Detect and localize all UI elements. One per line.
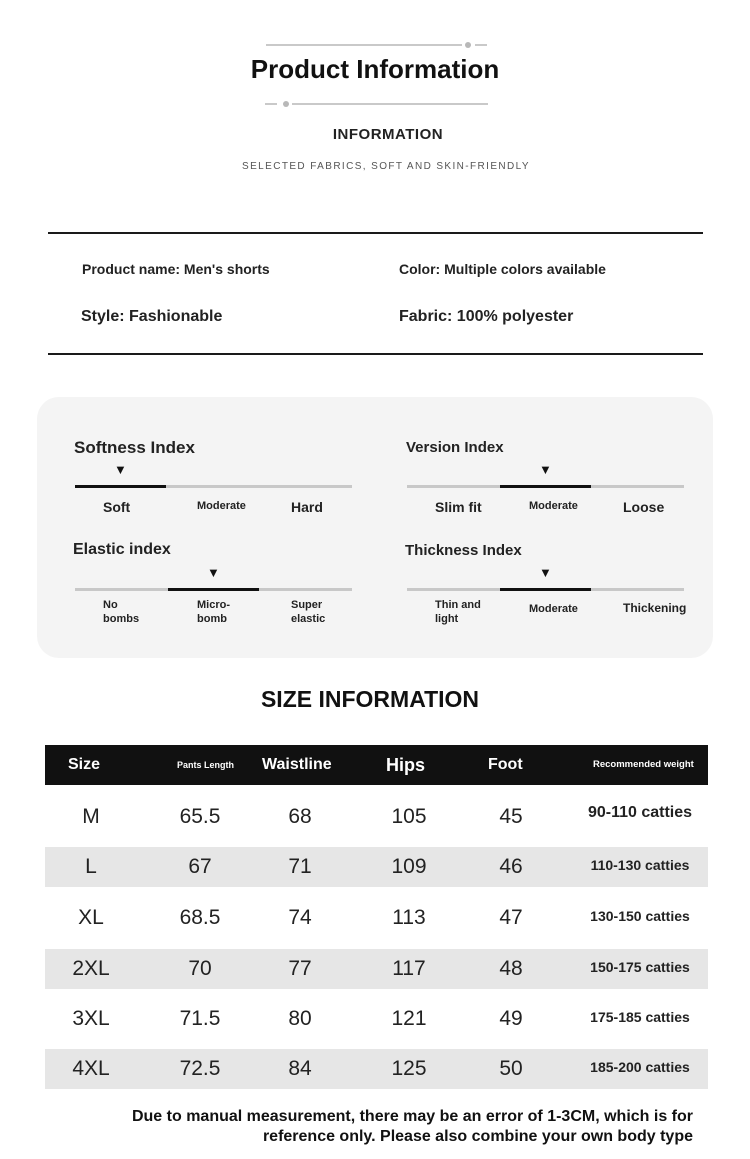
measurement-note-line-2: reference only. Please also combine your own body type <box>262 1127 693 1145</box>
cell-hips: 105 <box>391 805 427 828</box>
cell-recommended-weight: 90-110 catties <box>587 804 693 821</box>
cell-foot: 49 <box>499 1007 523 1030</box>
cell-waistline: 80 <box>288 1007 312 1030</box>
cell-waistline: 68 <box>288 805 312 828</box>
table-row <box>45 797 708 837</box>
version-index-title: Version Index <box>406 439 504 456</box>
header-foot: Foot <box>488 756 523 773</box>
cell-recommended-weight: 130-150 catties <box>590 908 690 924</box>
size-info-title: SIZE INFORMATION <box>260 686 480 712</box>
cell-pants-length: 65.5 <box>179 805 221 828</box>
cell-pants-length: 68.5 <box>179 906 221 929</box>
header-size: Size <box>68 756 101 773</box>
measurement-note-line-1: Due to manual measurement, there may be an error of 1-3CM, which is for <box>131 1108 693 1125</box>
table-row <box>45 847 708 887</box>
softness-label-hard: Hard <box>291 499 323 515</box>
header-top-line <box>266 44 462 46</box>
cell-recommended-weight: 175-185 catties <box>590 1009 690 1025</box>
measurement-note <box>132 1107 693 1146</box>
cell-hips: 121 <box>391 1007 427 1030</box>
cell-size: M <box>82 805 100 828</box>
info-bottom-rule <box>48 353 703 355</box>
cell-size: 4XL <box>72 1057 110 1080</box>
header-bottom-line <box>292 103 488 105</box>
version-label-moderate: Moderate <box>529 500 578 512</box>
thickness-label-moderate: Moderate <box>529 603 578 615</box>
cell-pants-length: 70 <box>188 957 212 980</box>
version-label-slim-fit: Slim fit <box>435 499 482 515</box>
softness-index-title: Softness Index <box>74 438 195 457</box>
cell-size: 3XL <box>72 1007 110 1030</box>
page-title: Product Information <box>250 54 500 84</box>
product-name: Product name: Men's shorts <box>82 261 270 277</box>
product-fabric: Fabric: 100% polyester <box>399 308 574 325</box>
header-pants-length: Pants Length <box>177 760 235 770</box>
version-label-loose: Loose <box>623 499 665 515</box>
size-table-header <box>45 745 708 785</box>
elastic-label-no-bombs: No bombs <box>103 599 140 626</box>
table-row <box>45 1049 708 1089</box>
thickness-index-title: Thickness Index <box>405 542 522 559</box>
cell-waistline: 84 <box>288 1057 312 1080</box>
elastic-marker-icon: ▼ <box>207 565 220 580</box>
cell-foot: 45 <box>499 805 523 828</box>
cell-waistline: 74 <box>288 906 312 929</box>
cell-hips: 125 <box>391 1057 427 1080</box>
cell-size: XL <box>78 906 104 929</box>
cell-foot: 48 <box>499 957 523 980</box>
cell-pants-length: 71.5 <box>179 1007 221 1030</box>
header-bottom-line-start <box>265 103 277 105</box>
cell-hips: 117 <box>392 957 426 980</box>
cell-foot: 46 <box>499 855 523 878</box>
version-selected-segment <box>500 485 591 488</box>
thickness-marker-icon: ▼ <box>539 565 552 580</box>
header-top-line-end <box>475 44 487 46</box>
softness-selected-segment <box>75 485 166 488</box>
product-style: Style: Fashionable <box>81 308 223 325</box>
cell-waistline: 77 <box>288 957 312 980</box>
elastic-selected-segment <box>168 588 259 591</box>
table-row <box>45 898 708 938</box>
softness-label-soft: Soft <box>103 499 131 515</box>
thickness-label-thickening: Thickening <box>623 601 687 615</box>
section-subtitle: INFORMATION <box>332 126 444 143</box>
section-tagline: SELECTED FABRICS, SOFT AND SKIN-FRIENDLY <box>242 161 530 172</box>
table-row <box>45 949 708 989</box>
header-top-dot <box>465 42 471 48</box>
softness-label-moderate: Moderate <box>197 500 246 512</box>
elastic-index-title: Elastic index <box>73 541 171 558</box>
elastic-label-micro-bomb: Micro-bomb <box>197 599 230 626</box>
header-recommended-weight: Recommended weight <box>593 759 694 770</box>
elastic-label-super-elastic: Super elastic <box>291 599 326 626</box>
cell-waistline: 71 <box>288 855 312 878</box>
cell-pants-length: 67 <box>188 855 212 878</box>
header-hips: Hips <box>386 755 426 775</box>
cell-size: 2XL <box>72 957 110 980</box>
cell-pants-length: 72.5 <box>179 1057 221 1080</box>
cell-foot: 47 <box>499 906 523 929</box>
cell-hips: 109 <box>391 855 427 878</box>
softness-marker-icon: ▼ <box>114 462 127 477</box>
cell-size: L <box>85 855 97 878</box>
table-row <box>45 999 708 1039</box>
cell-recommended-weight: 150-175 catties <box>590 959 690 975</box>
cell-hips: 113 <box>392 906 426 929</box>
header-waistline: Waistline <box>262 756 332 773</box>
info-top-rule <box>48 232 703 234</box>
thickness-selected-segment <box>500 588 591 591</box>
thickness-label-thin-and-light: Thin and light <box>435 599 481 626</box>
product-color: Color: Multiple colors available <box>399 261 606 277</box>
cell-recommended-weight: 110-130 catties <box>590 857 690 873</box>
version-marker-icon: ▼ <box>539 462 552 477</box>
cell-foot: 50 <box>499 1057 523 1080</box>
header-bottom-dot <box>283 101 289 107</box>
cell-recommended-weight: 185-200 catties <box>590 1059 690 1075</box>
